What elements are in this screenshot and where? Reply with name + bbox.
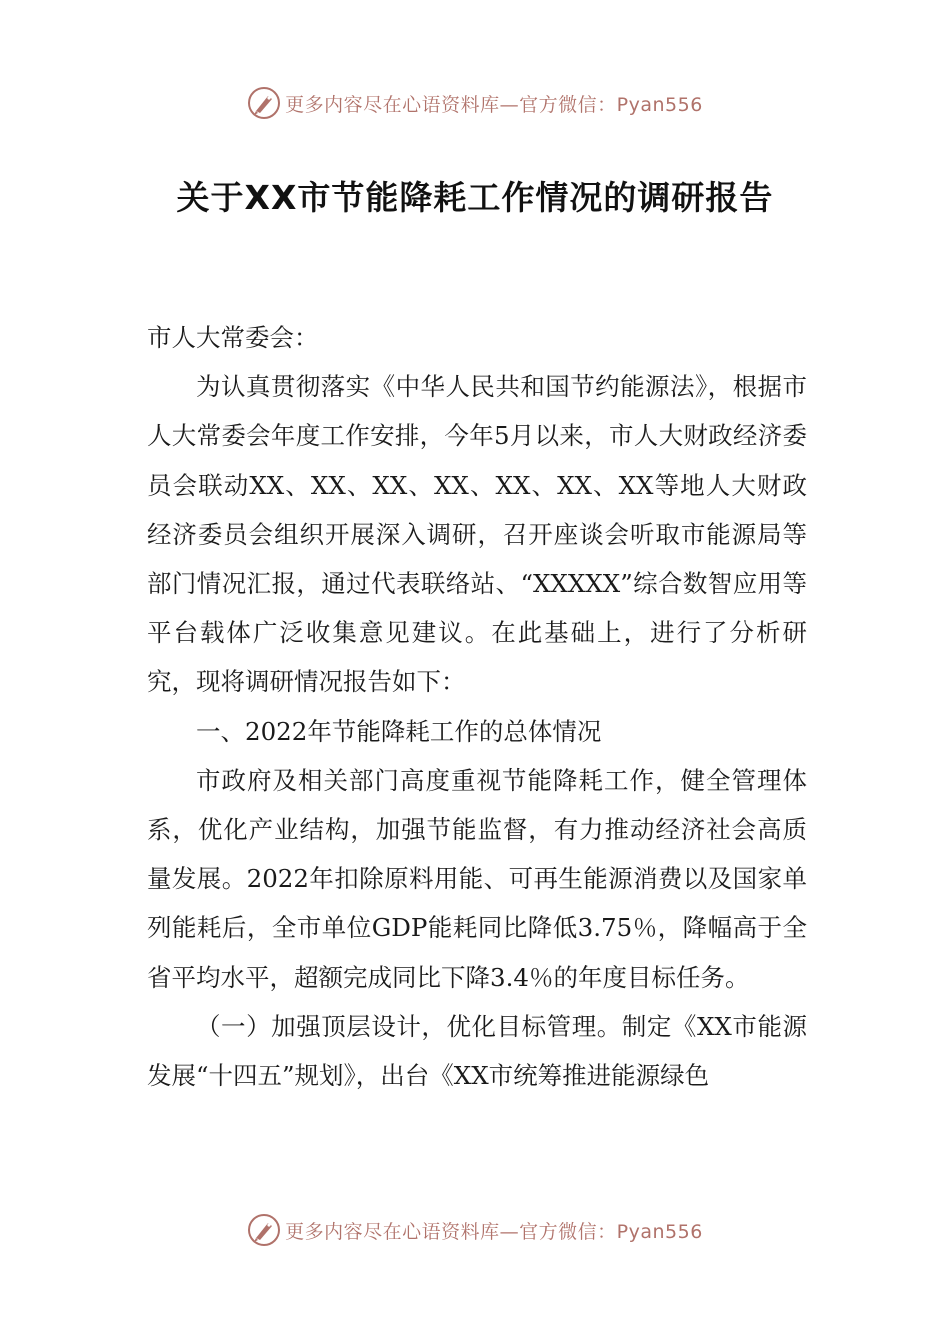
watermark-text: 更多内容尽在心语资料库—官方微信：Pyan556 — [285, 1220, 703, 1243]
paragraph-intro: 为认真贯彻落实《中华人民共和国节约能源法》，根据市人大常委会年度工作安排，今年5月以来，市人大财政经济委员会联动XX、XX、XX、XX、XX、XX、XX等地人大财政经济委员会组织开展深入调研，召开座谈会听取市能源局等部门情况汇报，通过代表联络站、“XXXXX”综合数智应用等平台载体广泛收集意见建议。在此基础上，进行了分析研究，现将调研情况报告如下： — [147, 372, 807, 697]
footer-watermark — [0, 1210, 950, 1250]
document-title: 关于XX市节能降耗工作情况的调研报告 — [176, 178, 774, 217]
paragraph-overview: 市政府及相关部门高度重视节能降耗工作，健全管理体系，优化产业结构，加强节能监督，有力推动经济社会高质量发展。2022年扣除原料用能、可再生能源消费以及国家单列能耗后，全市单位GDP能耗同比降低3.75％，降幅高于全省平均水平，超额完成同比下降3.4％的年度目标任务。 — [147, 765, 807, 992]
watermark-wechat-id: Pyan556 — [616, 93, 703, 116]
document-body — [147, 313, 807, 1100]
pen-nib-logo-icon — [247, 86, 281, 120]
watermark-text: 更多内容尽在心语资料库—官方微信：Pyan556 — [285, 93, 703, 116]
watermark-wechat-id: Pyan556 — [616, 1220, 703, 1243]
section-heading-1: 一、2022年节能降耗工作的总体情况 — [196, 716, 602, 746]
paragraph-subsection-1: （一）加强顶层设计，优化目标管理。制定《XX市能源发展“十四五”规划》，出台《XX市统筹推进能源绿色 — [147, 1011, 807, 1091]
header-watermark — [0, 83, 950, 123]
pen-nib-logo-icon — [247, 1213, 281, 1247]
salutation: 市人大常委会： — [147, 323, 319, 352]
